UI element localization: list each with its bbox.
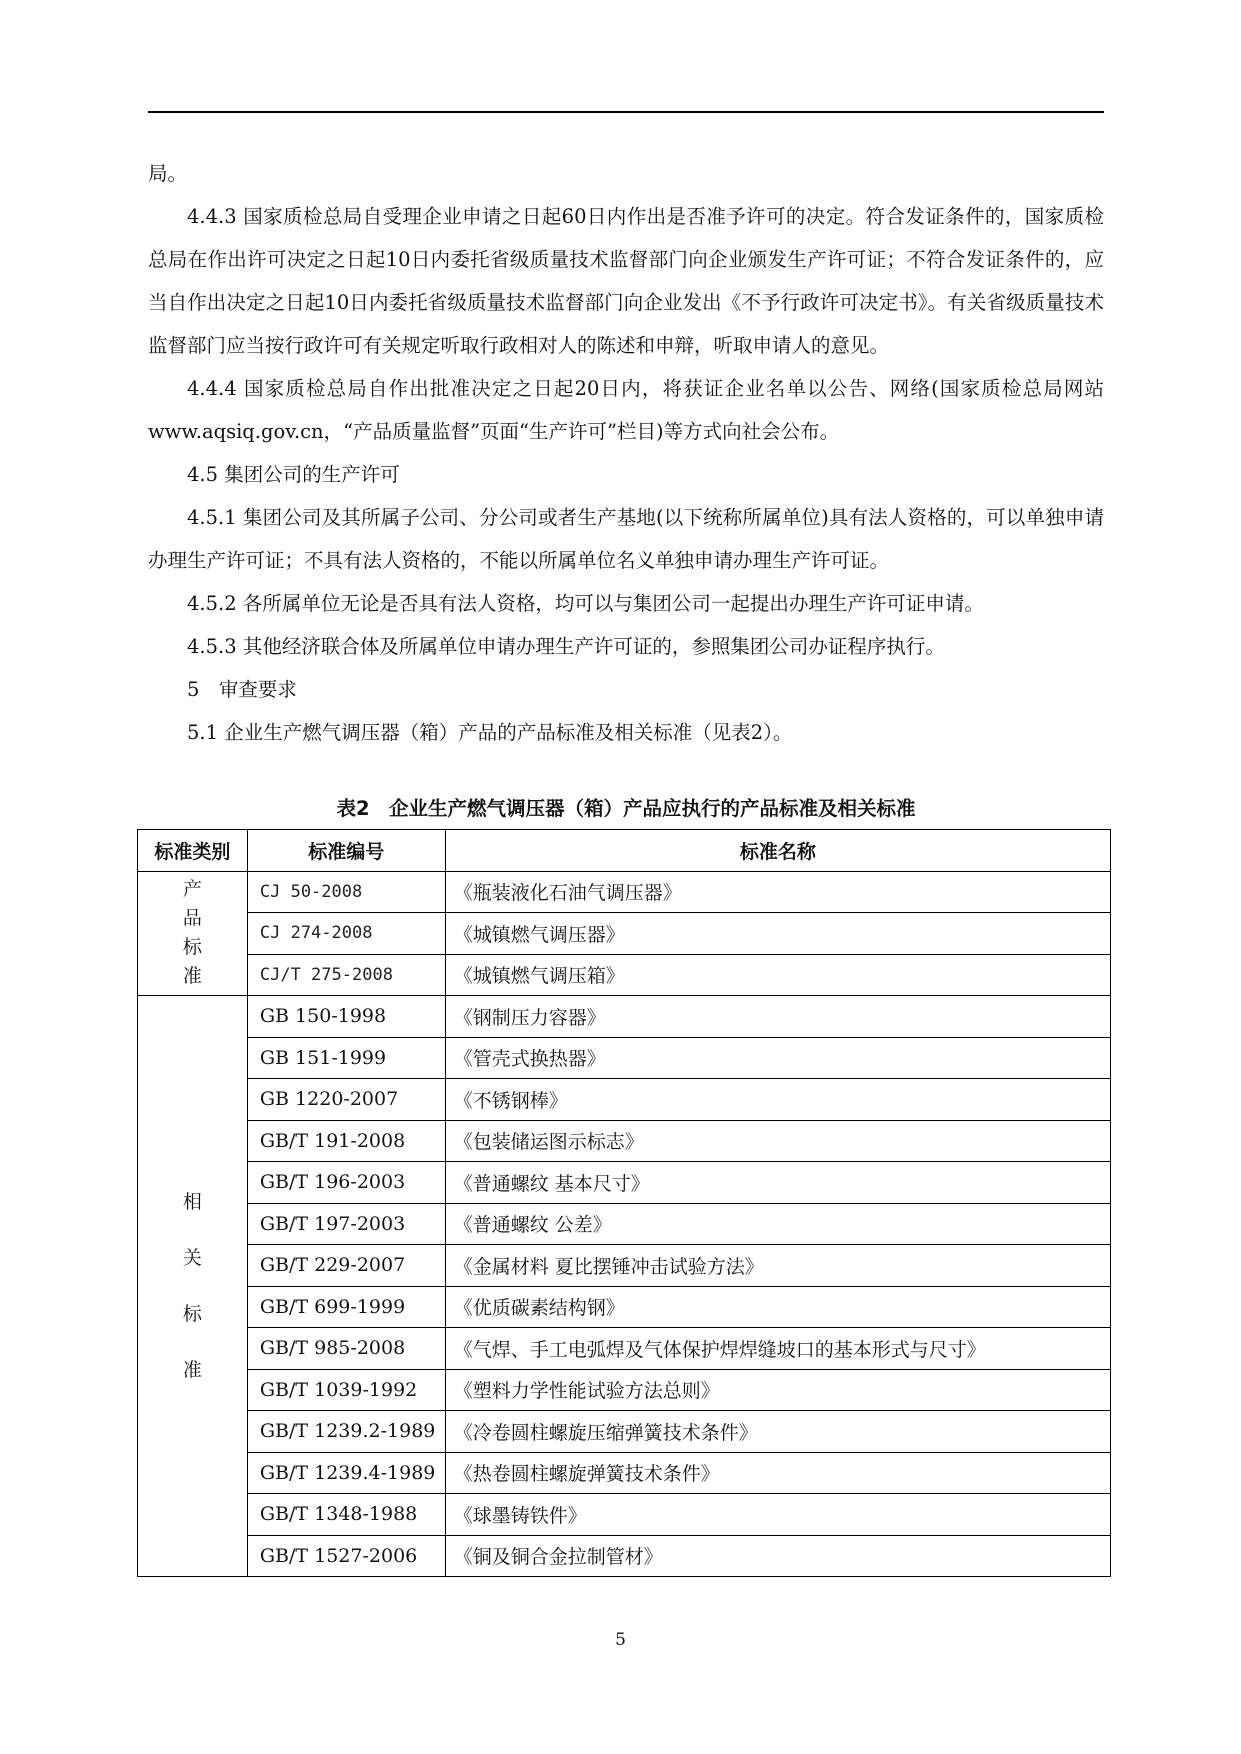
standard-code: GB/T 1348-1988 (247, 1494, 445, 1536)
standard-name: 《城镇燃气调压器》 (445, 913, 1110, 955)
standards-table (137, 829, 1111, 1577)
standard-name: 《金属材料 夏比摆锤冲击试验方法》 (445, 1245, 1110, 1287)
standard-code: GB 1220-2007 (247, 1079, 445, 1121)
body-text (148, 152, 1104, 754)
paragraph: 5.1 企业生产燃气调压器（箱）产品的产品标准及相关标准（见表2）。 (187, 721, 793, 744)
standard-code: GB/T 197-2003 (247, 1203, 445, 1245)
standard-name: 《铜及铜合金拉制管材》 (445, 1535, 1110, 1577)
paragraph: 4.5.3 其他经济联合体及所属单位申请办理生产许可证的，参照集团公司办证程序执行。 (187, 635, 945, 658)
table-caption: 表2 企业生产燃气调压器（箱）产品应执行的产品标准及相关标准 (336, 797, 916, 820)
related-category-label: 相 关 标 准 (182, 1191, 202, 1381)
table-row (138, 954, 1111, 996)
standard-name: 《普通螺纹 基本尺寸》 (445, 1162, 1110, 1204)
table-row (138, 1328, 1111, 1370)
standard-code: GB/T 229-2007 (247, 1245, 445, 1287)
header-name: 标准名称 (445, 830, 1110, 872)
standard-name: 《瓶装液化石油气调压器》 (445, 871, 1110, 913)
standard-code: GB/T 1039-1992 (247, 1369, 445, 1411)
standard-code: GB/T 1239.4-1989 (247, 1452, 445, 1494)
table-row (138, 1037, 1111, 1079)
standard-name: 《热卷圆柱螺旋弹簧技术条件》 (445, 1452, 1110, 1494)
paragraph: 4.5.2 各所属单位无论是否具有法人资格，均可以与集团公司一起提出办理生产许可证申请。 (187, 592, 984, 615)
page-number: 5 (615, 1630, 626, 1650)
header-rule (148, 111, 1104, 113)
table-row (138, 1452, 1111, 1494)
paragraph: 4.5 集团公司的生产许可 (187, 463, 400, 486)
standard-code: GB/T 1239.2-1989 (247, 1411, 445, 1453)
standard-name: 《塑料力学性能试验方法总则》 (445, 1369, 1110, 1411)
table-row (138, 1162, 1111, 1204)
standard-name: 《不锈钢棒》 (445, 1079, 1110, 1121)
table-row (138, 996, 1111, 1038)
related-category-cell (138, 996, 248, 1577)
table-row (138, 1535, 1111, 1577)
paragraph: 4.5.1 集团公司及其所属子公司、分公司或者生产基地(以下统称所属单位)具有法人资格的，可以单独申请办理生产许可证；不具有法人资格的，不能以所属单位名义单独申请办理生产许可证。 (148, 506, 1104, 572)
table-row (138, 1369, 1111, 1411)
standard-code: GB 150-1998 (247, 996, 445, 1038)
standard-code: GB/T 985-2008 (247, 1328, 445, 1370)
standard-name: 《优质碳素结构钢》 (445, 1286, 1110, 1328)
standard-name: 《球墨铸铁件》 (445, 1494, 1110, 1536)
table-header-row (138, 830, 1111, 872)
paragraph: 4.4.3 国家质检总局自受理企业申请之日起60日内作出是否准予许可的决定。符合发证条件的，国家质检总局在作出许可决定之日起10日内委托省级质量技术监督部门向企业颁发生产许可证；不符合发证条件的，应当自作出决定之日起10日内委托省级质量技术监督部门向企业发出《不予行政许可决定书》。有关省级质量技术监督部门应当按行政许可有关规定听取行政相对人的陈述和申辩，听取申请人的意见。 (148, 205, 1104, 357)
paragraph: 4.4.4 国家质检总局自作出批准决定之日起20日内，将获证企业名单以公告、网络(国家质检总局网站www.aqsiq.gov.cn，“产品质量监督”页面“生产许可”栏目)等方式向社会公布。 (148, 377, 1104, 443)
product-category-label: 产 品 标 准 (182, 878, 202, 988)
standard-code: GB/T 1527-2006 (247, 1535, 445, 1577)
table-row (138, 1079, 1111, 1121)
product-category-cell (138, 871, 248, 996)
paragraph: 局。 (148, 162, 188, 185)
table-row (138, 1203, 1111, 1245)
table-row (138, 913, 1111, 955)
standard-name: 《钢制压力容器》 (445, 996, 1110, 1038)
standard-name: 《城镇燃气调压箱》 (445, 954, 1110, 996)
standard-code: CJ 50-2008 (247, 871, 445, 913)
standard-code: CJ 274-2008 (247, 913, 445, 955)
standard-code: GB/T 191-2008 (247, 1120, 445, 1162)
table-row (138, 1286, 1111, 1328)
standard-name: 《普通螺纹 公差》 (445, 1203, 1110, 1245)
standard-name: 《包装储运图示标志》 (445, 1120, 1110, 1162)
standard-name: 《冷卷圆柱螺旋压缩弹簧技术条件》 (445, 1411, 1110, 1453)
table-row (138, 871, 1111, 913)
standard-name: 《气焊、手工电弧焊及气体保护焊焊缝坡口的基本形式与尺寸》 (445, 1328, 1110, 1370)
table-row (138, 1411, 1111, 1453)
paragraph: 5 审查要求 (187, 678, 297, 701)
table-row (138, 1494, 1111, 1536)
standard-code: GB/T 196-2003 (247, 1162, 445, 1204)
standard-code: CJ/T 275-2008 (247, 954, 445, 996)
header-category: 标准类别 (138, 830, 248, 872)
table-row (138, 1245, 1111, 1287)
standard-code: GB/T 699-1999 (247, 1286, 445, 1328)
header-code: 标准编号 (247, 830, 445, 872)
standard-code: GB 151-1999 (247, 1037, 445, 1079)
table-row (138, 1120, 1111, 1162)
standard-name: 《管壳式换热器》 (445, 1037, 1110, 1079)
